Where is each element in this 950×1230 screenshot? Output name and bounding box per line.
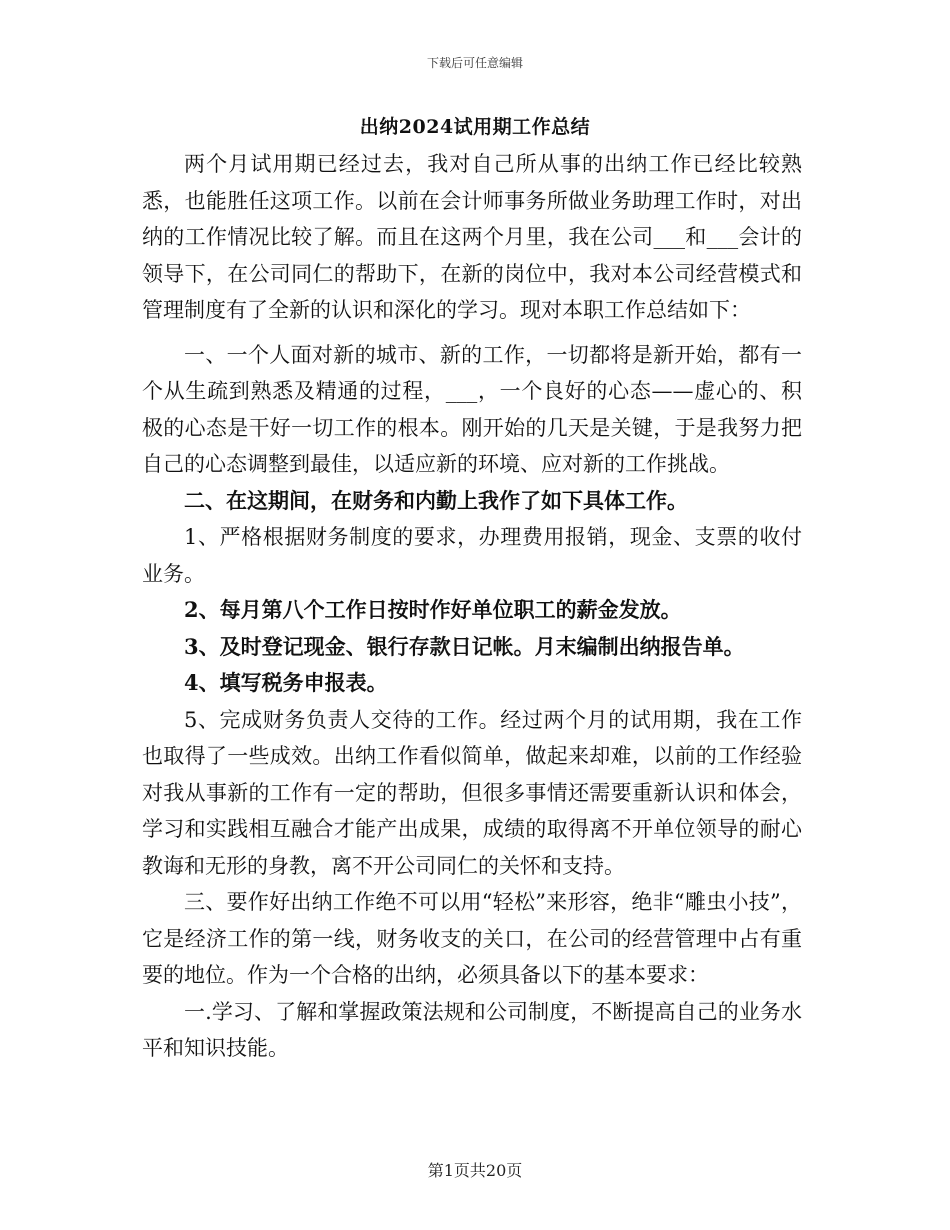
paragraph-item-1: 1、严格根据财务制度的要求，办理费用报销，现金、支票的收付业务。 <box>142 525 802 586</box>
paragraph-intro: 两个月试用期已经过去，我对自己所从事的出纳工作已经比较熟悉，也能胜任这项工作。以前在会计师事务所做业务助理工作时，对出纳的工作情况比较了解。而且在这两个月里，我在公司___和___会计的领导下，在公司同仁的帮助下，在新的岗位中，我对本公司经营模式和管理制度有了全新的认识和深化的学习。现对本职工作总结如下： <box>142 152 802 322</box>
paragraph-item-5: 5、完成财务负责人交待的工作。经过两个月的试用期，我在工作也取得了一些成效。出纳工作看似简单，做起来却难，以前的工作经验对我从事新的工作有一定的帮助，但很多事情还需要重新认识和体会，学习和实践相互融合才能产出成果，成绩的取得离不开单位领导的耐心教诲和无形的身教，离不开公司同仁的关怀和支持。 <box>142 707 802 878</box>
paragraph-item-4: 4、填写税务申报表。 <box>184 670 388 695</box>
document-title: 出纳2024试用期工作总结 <box>359 116 591 138</box>
paragraph-section-2-heading: 二、在这期间，在财务和内勤上我作了如下具体工作。 <box>184 487 688 513</box>
page-number: 第1页共20页 <box>427 1161 523 1180</box>
paragraph-section-3: 三、要作好出纳工作绝不可以用“轻松”来形容，绝非“雕虫小技”，它是经济工作的第一线，财务收支的关口，在公司的经营管理中占有重要的地位。作为一个合格的出纳，必须具备以下的基本要求： <box>142 890 802 987</box>
paragraph-section-1: 一、一个人面对新的城市、新的工作，一切都将是新开始，都有一个从生疏到熟悉及精通的过程，___，一个良好的心态——虚心的、积极的心态是干好一切工作的根本。刚开始的几天是关键，于是我努力把自己的心态调整到最佳，以适应新的环境、应对新的工作挑战。 <box>142 342 802 476</box>
paragraph-requirement-1: 一.学习、了解和掌握政策法规和公司制度，不断提高自己的业务水平和知识技能。 <box>142 999 802 1060</box>
paragraph-item-3: 3、及时登记现金、银行存款日记帐。月末编制出纳报告单。 <box>184 633 745 659</box>
document-body <box>142 146 802 1067</box>
paragraph-item-2: 2、每月第八个工作日按时作好单位职工的薪金发放。 <box>184 597 682 622</box>
header-note: 下载后可任意编辑 <box>426 56 523 70</box>
